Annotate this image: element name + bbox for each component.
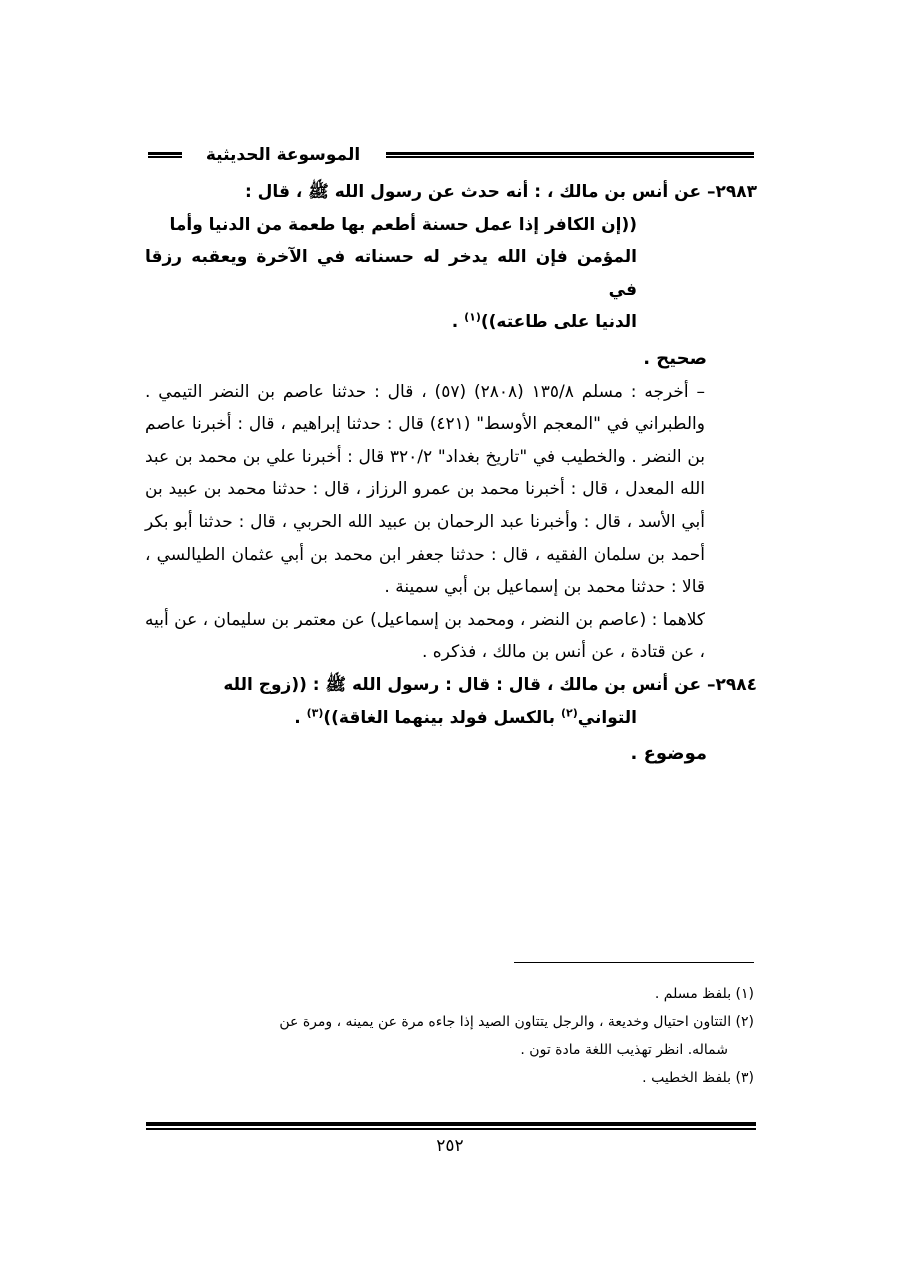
main-text (145, 176, 757, 771)
footnote-3: (٣) بلفظ الخطيب . (642, 1070, 754, 1086)
hadith-number: ٢٩٨٣– (706, 182, 757, 202)
header-rule-right (386, 152, 754, 158)
hadith-2984-intro: ٢٩٨٤– عن أنس بن مالك ، قال : قال : رسول الله ﷺ : ((زوج الله (223, 674, 757, 695)
takhrij-paragraph-2: كلاهما : (عاصم بن النضر ، ومحمد بن إسماعيل) عن معتمر بن سليمان ، عن أبيه ، عن قتادة ، عن أنس بن مالك ، فذكره . (145, 609, 705, 663)
footnote-2-continued: شماله. انظر تهذيب اللغة مادة تون . (520, 1042, 728, 1058)
hadith-2983-intro: ٢٩٨٣– عن أنس بن مالك ، : أنه حدث عن رسول الله ﷺ ، قال : (244, 182, 757, 202)
footnotes (148, 980, 754, 1092)
footnote-ref-2[interactable]: (٢) (561, 705, 578, 719)
page-number: ٢٥٢ (436, 1136, 464, 1156)
takhrij-paragraph-1: – أخرجه : مسلم ١٣٥/٨ (٢٨٠٨) (٥٧) ، قال : حدثنا عاصم بن النضر التيمي . والطبراني في "المعجم الأوسط" (٤٢١) قال : حدثنا إبراهيم ، قال : أخبرنا عاصم بن النضر . والخطيب في "تاريخ بغداد" ٣٢٠/٢ قال : أخبرنا علي بن محمد بن عبد الله المعدل ، قال : أخبرنا محمد بن عمرو الرزاز ، قال : حدثنا محمد بن عبيد بن أبي الأسد ، قال : وأخبرنا عبد الرحمان بن عبيد الله الحربي ، قال : حدثنا أبو بكر أحمد بن سلمان الفقيه ، قال : حدثنا جعفر ابن محمد بن أبي عثمان الطيالسي ، قالا : حدثنا محمد بن إسماعيل بن أبي سمينة . (145, 381, 705, 598)
header-title: الموسوعة الحديثية (205, 145, 361, 165)
footnote-1: (١) بلفظ مسلم . (654, 986, 754, 1002)
hadith-2983-text-line1: ((إن الكافر إذا عمل حسنة أطعم بها طعمة من الدنيا وأما (169, 214, 637, 235)
verdict-mawdu: موضوع . (630, 743, 707, 765)
hadith-number: ٢٩٨٤– (706, 674, 757, 695)
hadith-2983-text-line2: المؤمن فإن الله يدخر له حسناته في الآخرة ويعقبه رزقا في (145, 247, 637, 300)
hadith-2983-text-line3: الدنيا على طاعته))$^{(١)}$ . (451, 310, 637, 333)
bottom-rule (146, 1122, 756, 1130)
footnote-separator (514, 962, 754, 963)
footnote-ref-3[interactable]: (٣) (306, 705, 324, 719)
running-header (148, 140, 754, 170)
footnote-2: (٢) التتاون احتيال وخديعة ، والرجل يتتاون الصيد إذا جاءه مرة عن يمينه ، ومرة عن (279, 1014, 754, 1030)
footnote-ref-1[interactable]: (١) (464, 310, 481, 324)
verdict-sahih: صحيح . (643, 347, 707, 369)
header-rule-left (148, 152, 182, 158)
hadith-2984-text: التواني$^{(٢)}$ بالكسل فولد بينهما الغاقة))$^{(٣)}$ . (294, 705, 637, 728)
